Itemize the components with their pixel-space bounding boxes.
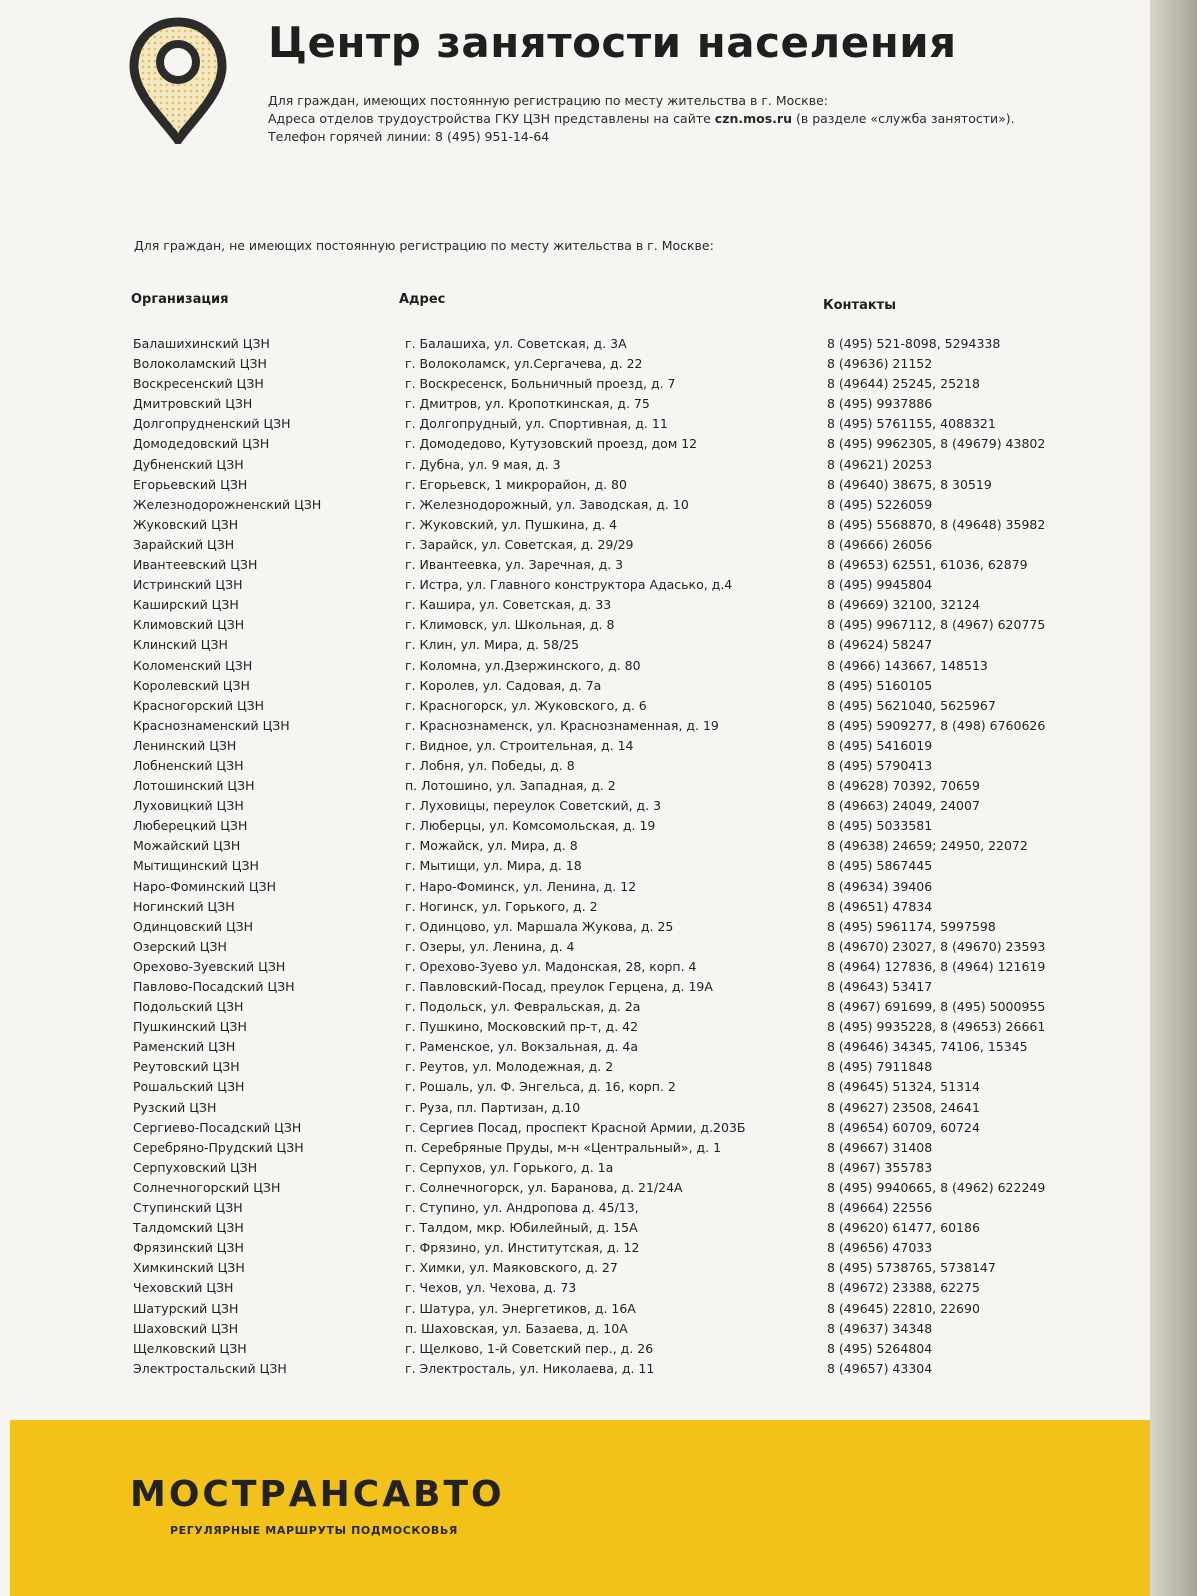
table-row [0, 1361, 1140, 1381]
phone-cell: 8 (49664) 22556 [827, 1200, 933, 1216]
organization-cell: Шаховский ЦЗН [133, 1320, 239, 1336]
organization-cell: Истринский ЦЗН [133, 577, 243, 593]
organization-cell: Подольский ЦЗН [133, 999, 244, 1015]
table-row [0, 597, 1140, 617]
organization-cell: Климовский ЦЗН [133, 617, 245, 633]
address-cell: г. Рошаль, ул. Ф. Энгельса, д. 16, корп. 2 [405, 1079, 676, 1095]
address-cell: г. Руза, пл. Партизан, д.10 [405, 1099, 581, 1115]
phone-cell: 8 (495) 9967112, 8 (4967) 620775 [827, 617, 1046, 633]
phone-cell: 8 (4966) 143667, 148513 [827, 657, 988, 673]
address-cell: г. Долгопрудный, ул. Спортивная, д. 11 [405, 416, 668, 432]
address-cell: г. Зарайск, ул. Советская, д. 29/29 [405, 536, 634, 552]
table-row [0, 738, 1140, 758]
organization-cell: Балашихинский ЦЗН [133, 336, 270, 351]
address-cell: г. Раменское, ул. Вокзальная, д. 4а [405, 1039, 638, 1055]
address-cell: г. Видное, ул. Строительная, д. 14 [405, 737, 634, 753]
address-cell: г. Павловский-Посад, преулок Герцена, д. 19А [405, 979, 713, 994]
phone-cell: 8 (49620) 61477, 60186 [827, 1220, 980, 1236]
address-cell: п. Серебряные Пруды, м-н «Центральный», д. 1 [405, 1139, 722, 1155]
phone-cell: 8 (49666) 26056 [827, 536, 933, 552]
phone-cell: 8 (49624) 58247 [827, 637, 933, 653]
phone-cell: 8 (495) 5909277, 8 (498) 6760626 [827, 717, 1046, 733]
organization-cell: Наро-Фоминский ЦЗН [133, 878, 277, 894]
phone-cell: 8 (495) 521-8098, 5294338 [827, 336, 1001, 351]
website-link[interactable]: czn.mos.ru [714, 111, 792, 126]
footer-banner [10, 1420, 1172, 1596]
organization-cell: Щелковский ЦЗН [133, 1340, 247, 1356]
organization-cell: Домодедовский ЦЗН [133, 436, 270, 452]
address-cell: г. Красногорск, ул. Жуковского, д. 6 [405, 697, 647, 713]
phone-cell: 8 (495) 5264804 [827, 1340, 933, 1356]
phone-cell: 8 (4967) 691699, 8 (495) 5000955 [827, 999, 1046, 1015]
address-cell: г. Щелково, 1-й Советский пер., д. 26 [405, 1340, 654, 1356]
address-cell: г. Луховицы, переулок Советский, д. 3 [405, 798, 662, 814]
address-cell: г. Реутов, ул. Молодежная, д. 2 [405, 1059, 614, 1075]
address-cell: г. Истра, ул. Главного конструктора Адасько, д.4 [405, 577, 733, 593]
page-title: Центр занятости населения [268, 18, 957, 67]
table-row [0, 1100, 1140, 1120]
organization-cell: Долгопрудненский ЦЗН [133, 416, 291, 432]
table-row [0, 1140, 1140, 1160]
organization-cell: Красногорский ЦЗН [133, 697, 265, 713]
organization-cell: Озерский ЦЗН [133, 938, 227, 954]
table-row [0, 336, 1140, 356]
phone-cell: 8 (49670) 23027, 8 (49670) 23593 [827, 938, 1046, 954]
table-row [0, 1301, 1140, 1321]
organization-cell: Лотошинский ЦЗН [133, 778, 255, 794]
column-header-contacts: Контакты [823, 298, 896, 313]
phone-cell: 8 (495) 9962305, 8 (49679) 43802 [827, 436, 1046, 452]
table-row [0, 899, 1140, 919]
phone-cell: 8 (49621) 20253 [827, 456, 933, 472]
phone-cell: 8 (495) 5867445 [827, 858, 933, 874]
address-cell: г. Железнодорожный, ул. Заводская, д. 10 [405, 496, 689, 512]
organization-cell: Ступинский ЦЗН [133, 1200, 243, 1216]
brand-logo: МОСТРАНСАВТО [130, 1474, 505, 1515]
table-row [0, 396, 1140, 416]
hotline-line: Телефон горячей линии: 8 (495) 951-14-64 [268, 129, 550, 144]
phone-cell: 8 (4964) 127836, 8 (4964) 121619 [827, 958, 1046, 974]
organization-cell: Железнодорожненский ЦЗН [133, 496, 322, 512]
phone-cell: 8 (495) 5621040, 5625967 [827, 697, 996, 713]
address-cell: г. Мытищи, ул. Мира, д. 18 [405, 858, 582, 874]
map-pin-icon [128, 16, 228, 144]
table-row [0, 1059, 1140, 1079]
address-cell: г. Жуковский, ул. Пушкина, д. 4 [405, 516, 618, 532]
phone-cell: 8 (495) 9935228, 8 (49653) 26661 [827, 1019, 1046, 1035]
phone-cell: 8 (49634) 39406 [827, 878, 933, 894]
table-row [0, 1019, 1140, 1039]
organization-cell: Можайский ЦЗН [133, 838, 241, 854]
address-cell: г. Подольск, ул. Февральская, д. 2а [405, 999, 641, 1015]
phone-cell: 8 (49643) 53417 [827, 979, 933, 994]
table-row [0, 1120, 1140, 1140]
phone-cell: 8 (49645) 22810, 22690 [827, 1300, 980, 1316]
phone-cell: 8 (49640) 38675, 8 30519 [827, 476, 992, 492]
address-cell: г. Одинцово, ул. Маршала Жукова, д. 25 [405, 918, 674, 934]
table-row [0, 798, 1140, 818]
address-cell: г. Чехов, ул. Чехова, д. 73 [405, 1280, 577, 1296]
table-row [0, 959, 1140, 979]
table-row [0, 818, 1140, 838]
table-row [0, 637, 1140, 657]
organization-cell: Лобненский ЦЗН [133, 757, 244, 773]
address-cell: г. Ивантеевка, ул. Заречная, д. 3 [405, 557, 624, 573]
address-cell: г. Лобня, ул. Победы, д. 8 [405, 757, 575, 773]
phone-cell: 8 (49627) 23508, 24641 [827, 1099, 980, 1115]
address-cell: г. Климовск, ул. Школьная, д. 8 [405, 617, 615, 633]
table-row [0, 497, 1140, 517]
organization-cell: Павлово-Посадский ЦЗН [133, 979, 295, 994]
phone-cell: 8 (4967) 355783 [827, 1159, 933, 1175]
phone-cell: 8 (495) 5961174, 5997598 [827, 918, 996, 934]
organization-cell: Зарайский ЦЗН [133, 536, 235, 552]
organization-cell: Луховицкий ЦЗН [133, 798, 244, 814]
table-row [0, 919, 1140, 939]
phone-cell: 8 (49637) 34348 [827, 1320, 933, 1336]
address-cell: г. Сергиев Посад, проспект Красной Армии, д.203Б [405, 1119, 746, 1135]
organization-cell: Фрязинский ЦЗН [133, 1240, 244, 1256]
phone-cell: 8 (495) 7911848 [827, 1059, 933, 1075]
phone-cell: 8 (49669) 32100, 32124 [827, 597, 980, 613]
organization-cell: Краснознаменский ЦЗН [133, 717, 290, 733]
employment-centers-table [0, 336, 1140, 1381]
table-row [0, 376, 1140, 396]
address-cell: г. Можайск, ул. Мира, д. 8 [405, 838, 578, 854]
address-cell: г. Озеры, ул. Ленина, д. 4 [405, 938, 575, 954]
address-cell: г. Шатура, ул. Энергетиков, д. 16А [405, 1300, 636, 1316]
nonresident-note: Для граждан, не имеющих постоянную регистрацию по месту жительства в г. Москве: [134, 238, 714, 253]
table-row [0, 436, 1140, 456]
table-row [0, 1260, 1140, 1280]
address-cell: г. Фрязино, ул. Институтская, д. 12 [405, 1240, 640, 1256]
table-row [0, 1220, 1140, 1240]
table-row [0, 1321, 1140, 1341]
phone-cell: 8 (49644) 25245, 25218 [827, 376, 980, 392]
organization-cell: Электростальский ЦЗН [133, 1360, 287, 1376]
organization-cell: Солнечногорский ЦЗН [133, 1179, 281, 1195]
table-row [0, 718, 1140, 738]
brand-tagline: РЕГУЛЯРНЫЕ МАРШРУТЫ ПОДМОСКОВЬЯ [170, 1524, 458, 1537]
table-row [0, 658, 1140, 678]
table-row [0, 577, 1140, 597]
table-row [0, 416, 1140, 436]
table-row [0, 617, 1140, 637]
organization-cell: Рузский ЦЗН [133, 1099, 217, 1115]
organization-cell: Люберецкий ЦЗН [133, 818, 248, 834]
organization-cell: Одинцовский ЦЗН [133, 918, 254, 934]
organization-cell: Рошальский ЦЗН [133, 1079, 245, 1095]
organization-cell: Жуковский ЦЗН [133, 516, 239, 532]
address-cell: г. Орехово-Зуево ул. Мадонская, 28, корп. 4 [405, 958, 697, 974]
address-cell: г. Воскресенск, Больничный проезд, д. 7 [405, 376, 676, 392]
address-cell: г. Домодедово, Кутузовский проезд, дом 12 [405, 436, 698, 452]
phone-cell: 8 (49653) 62551, 61036, 62879 [827, 557, 1028, 573]
table-row [0, 979, 1140, 999]
phone-cell: 8 (49646) 34345, 74106, 15345 [827, 1039, 1028, 1055]
table-row [0, 1200, 1140, 1220]
organization-cell: Королевский ЦЗН [133, 677, 250, 693]
table-row [0, 1160, 1140, 1180]
phone-cell: 8 (495) 5226059 [827, 496, 933, 512]
organization-cell: Клинский ЦЗН [133, 637, 228, 653]
table-row [0, 517, 1140, 537]
address-cell: г. Коломна, ул.Дзержинского, д. 80 [405, 657, 641, 673]
organization-cell: Дубненский ЦЗН [133, 456, 244, 472]
phone-cell: 8 (495) 5160105 [827, 677, 933, 693]
organization-cell: Серпуховский ЦЗН [133, 1159, 258, 1175]
phone-cell: 8 (495) 9945804 [827, 577, 933, 593]
phone-cell: 8 (495) 9937886 [827, 396, 933, 412]
table-row [0, 1240, 1140, 1260]
phone-cell: 8 (49654) 60709, 60724 [827, 1119, 980, 1135]
intro-line-1: Для граждан, имеющих постоянную регистрацию по месту жительства в г. Москве: [268, 93, 828, 108]
table-row [0, 678, 1140, 698]
phone-cell: 8 (495) 5790413 [827, 757, 933, 773]
phone-cell: 8 (495) 5761155, 4088321 [827, 416, 996, 432]
phone-cell: 8 (49651) 47834 [827, 898, 933, 914]
organization-cell: Ивантеевский ЦЗН [133, 557, 258, 573]
table-row [0, 778, 1140, 798]
page-edge [1150, 0, 1197, 1596]
organization-cell: Раменский ЦЗН [133, 1039, 236, 1055]
organization-cell: Орехово-Зуевский ЦЗН [133, 958, 286, 974]
phone-cell: 8 (495) 5738765, 5738147 [827, 1260, 996, 1276]
address-cell: г. Пушкино, Московский пр-т, д. 42 [405, 1019, 639, 1035]
address-cell: п. Шаховская, ул. Базаева, д. 10А [405, 1320, 628, 1336]
address-cell: г. Балашиха, ул. Советская, д. 3А [405, 336, 627, 351]
organization-cell: Химкинский ЦЗН [133, 1260, 245, 1276]
address-cell: г. Люберцы, ул. Комсомольская, д. 19 [405, 818, 656, 834]
address-cell: г. Кашира, ул. Советская, д. 33 [405, 597, 612, 613]
address-cell: г. Химки, ул. Маяковского, д. 27 [405, 1260, 618, 1276]
table-row [0, 477, 1140, 497]
table-row [0, 537, 1140, 557]
intro-line-2 [268, 110, 1015, 128]
phone-cell: 8 (49663) 24049, 24007 [827, 798, 980, 814]
phone-cell: 8 (49656) 47033 [827, 1240, 933, 1256]
organization-cell: Шатурский ЦЗН [133, 1300, 239, 1316]
address-cell: г. Серпухов, ул. Горького, д. 1а [405, 1159, 614, 1175]
address-cell: г. Егорьевск, 1 микрорайон, д. 80 [405, 476, 627, 492]
organization-cell: Ленинский ЦЗН [133, 737, 237, 753]
address-cell: г. Солнечногорск, ул. Баранова, д. 21/24А [405, 1179, 683, 1195]
address-cell: г. Клин, ул. Мира, д. 58/25 [405, 637, 580, 653]
phone-cell: 8 (49628) 70392, 70659 [827, 778, 980, 794]
address-cell: г. Наро-Фоминск, ул. Ленина, д. 12 [405, 878, 637, 894]
organization-cell: Реутовский ЦЗН [133, 1059, 240, 1075]
intro-line-2-text: Адреса отделов трудоустройства ГКУ ЦЗН представлены на сайте [268, 111, 715, 126]
table-row [0, 1341, 1140, 1361]
organization-cell: Серебряно-Прудский ЦЗН [133, 1139, 304, 1155]
organization-cell: Волоколамский ЦЗН [133, 356, 267, 372]
table-row [0, 557, 1140, 577]
phone-cell: 8 (49672) 23388, 62275 [827, 1280, 980, 1296]
address-cell: п. Лотошино, ул. Западная, д. 2 [405, 778, 616, 794]
phone-cell: 8 (495) 5033581 [827, 818, 933, 834]
column-header-address: Адрес [399, 292, 446, 307]
address-cell: г. Талдом, мкр. Юбилейный, д. 15А [405, 1220, 638, 1236]
table-row [0, 457, 1140, 477]
organization-cell: Воскресенский ЦЗН [133, 376, 264, 392]
address-cell: г. Волоколамск, ул.Сергачева, д. 22 [405, 356, 643, 372]
address-cell: г. Дмитров, ул. Кропоткинская, д. 75 [405, 396, 650, 412]
phone-cell: 8 (49636) 21152 [827, 356, 933, 372]
organization-cell: Сергиево-Посадский ЦЗН [133, 1119, 302, 1135]
column-header-organization: Организация [131, 292, 229, 307]
table-row [0, 1180, 1140, 1200]
table-row [0, 356, 1140, 376]
intro-line-2-suffix: (в разделе «служба занятости»). [792, 111, 1015, 126]
organization-cell: Дмитровский ЦЗН [133, 396, 253, 412]
table-row [0, 858, 1140, 878]
table-row [0, 1280, 1140, 1300]
address-cell: г. Ногинск, ул. Горького, д. 2 [405, 898, 598, 914]
table-row [0, 838, 1140, 858]
address-cell: г. Краснознаменск, ул. Краснознаменная, д. 19 [405, 717, 719, 733]
organization-cell: Талдомский ЦЗН [133, 1220, 244, 1236]
organization-cell: Каширский ЦЗН [133, 597, 239, 613]
address-cell: г. Дубна, ул. 9 мая, д. 3 [405, 456, 561, 472]
phone-cell: 8 (49667) 31408 [827, 1139, 933, 1155]
organization-cell: Ногинский ЦЗН [133, 898, 235, 914]
organization-cell: Коломенский ЦЗН [133, 657, 253, 673]
table-row [0, 1039, 1140, 1059]
organization-cell: Мытищинский ЦЗН [133, 858, 259, 874]
table-row [0, 758, 1140, 778]
address-cell: г. Электросталь, ул. Николаева, д. 11 [405, 1360, 655, 1376]
table-row [0, 1079, 1140, 1099]
table-row [0, 879, 1140, 899]
phone-cell: 8 (495) 9940665, 8 (4962) 622249 [827, 1179, 1046, 1195]
phone-cell: 8 (49638) 24659; 24950, 22072 [827, 838, 1028, 854]
table-row [0, 698, 1140, 718]
organization-cell: Чеховский ЦЗН [133, 1280, 234, 1296]
table-row [0, 999, 1140, 1019]
organization-cell: Егорьевский ЦЗН [133, 476, 248, 492]
organization-cell: Пушкинский ЦЗН [133, 1019, 247, 1035]
phone-cell: 8 (495) 5568870, 8 (49648) 35982 [827, 516, 1046, 532]
address-cell: г. Королев, ул. Садовая, д. 7а [405, 677, 602, 693]
phone-cell: 8 (49645) 51324, 51314 [827, 1079, 980, 1095]
table-row [0, 939, 1140, 959]
address-cell: г. Ступино, ул. Андропова д. 45/13, [405, 1200, 639, 1216]
intro-block [268, 92, 1015, 146]
phone-cell: 8 (49657) 43304 [827, 1360, 933, 1376]
phone-cell: 8 (495) 5416019 [827, 737, 933, 753]
